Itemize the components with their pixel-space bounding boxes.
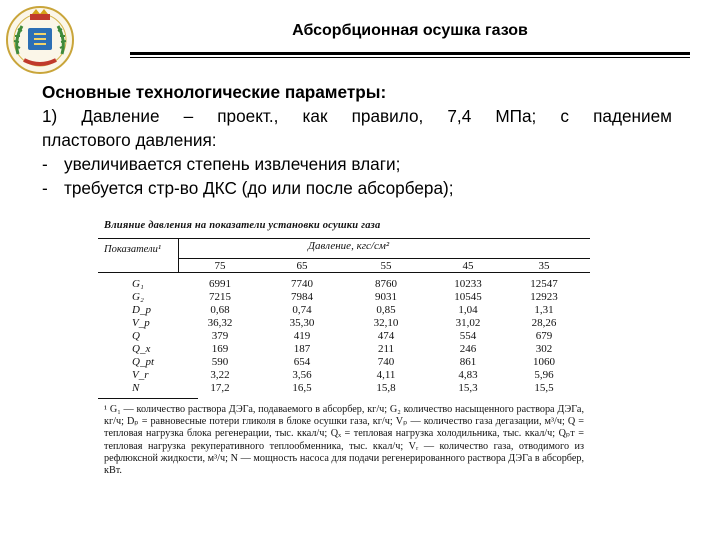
- bullet-marker: -: [42, 154, 48, 174]
- row-label: V_r: [132, 369, 149, 381]
- row-label: Q_pt: [132, 356, 154, 368]
- table-cell: 12923: [530, 291, 558, 303]
- table-rule-columns: [98, 272, 590, 273]
- table-cell: 17,2: [210, 382, 230, 394]
- pressure-column-label: 65: [296, 260, 308, 272]
- footnote-rule: [98, 398, 198, 399]
- row-label: G₂: [132, 291, 144, 303]
- table-cell: 679: [535, 330, 553, 342]
- table-cell: 861: [459, 356, 477, 368]
- table-cell: 32,10: [373, 317, 399, 329]
- slide-body: [42, 80, 672, 200]
- scanned-table-image: [98, 214, 590, 516]
- table-cell: 4,11: [376, 369, 396, 381]
- table-rule-header: [178, 258, 590, 259]
- table-cell: 302: [535, 343, 553, 355]
- table-cell: 28,26: [531, 317, 557, 329]
- pressure-line-continued: пластового давления:: [42, 130, 217, 150]
- title-rule-thin: [130, 57, 690, 58]
- table-cell: 187: [293, 343, 311, 355]
- table-cell: 590: [211, 356, 229, 368]
- table-cell: 15,5: [534, 382, 554, 394]
- table-cell: 6991: [209, 278, 231, 290]
- table-cell: 5,96: [534, 369, 554, 381]
- indicator-column-header: Показатели¹: [104, 244, 162, 255]
- footnote-text: ¹ G₁ — количество раствора ДЭГа, подаваемого в абсорбер, кг/ч; G₂ количество насыщенного раствора ДЭГа, кг/ч; Dₚ = равновесные потери гликоля в блоке осушки газа, кг/ч; Vₚ — количество газа дегазации, м³/ч; Q = тепловая нагрузка блока регенерации, тыс. ккал/ч; Qₓ = тепловая нагрузка холодильника, тыс. ккал/ч; Qₚт = тепловая нагрузка рекуперативного теплообменника, тыс. ккал/ч; Vᵣ — количество газа, отводимого из рефлюксной жидкости, м³/ч; N — мощность насоса для подачи регенерированного раствора ДЭГа в абсорбер, кВт.: [104, 404, 584, 477]
- table-column-divider: [178, 238, 179, 272]
- pressure-line: 1) Давление – проект., как правило, 7,4 МПа; с падением: [42, 106, 672, 126]
- table-cell: 10545: [454, 291, 482, 303]
- pressure-column-label: 75: [214, 260, 226, 272]
- table-cell: 211: [377, 343, 395, 355]
- table-cell: 474: [377, 330, 395, 342]
- table-cell: 35,30: [289, 317, 315, 329]
- bullet-text: требуется стр-во ДКС (до или после абсорбера);: [64, 178, 454, 198]
- table-cell: 740: [377, 356, 395, 368]
- table-cell: 169: [211, 343, 229, 355]
- pressure-column-header: Давление, кгс/см²: [308, 240, 390, 252]
- table-cell: 419: [293, 330, 311, 342]
- title-rule-thick: [130, 52, 690, 55]
- row-label: Q: [132, 330, 140, 342]
- table-cell: 654: [293, 356, 311, 368]
- table-cell: 554: [459, 330, 477, 342]
- table-cell: 0,74: [292, 304, 312, 316]
- table-cell: 8760: [375, 278, 397, 290]
- table-cell: 0,68: [210, 304, 230, 316]
- slide-title: Абсорбционная осушка газов: [292, 22, 528, 39]
- slide-header: [130, 22, 690, 48]
- row-label: D_p: [132, 304, 151, 316]
- table-cell: 1060: [533, 356, 555, 368]
- row-label: Q_x: [132, 343, 151, 355]
- table-cell: 10233: [454, 278, 482, 290]
- row-label: N: [132, 382, 140, 394]
- pressure-column-label: 55: [380, 260, 392, 272]
- table-rule-top: [98, 238, 590, 239]
- table-cell: 7215: [209, 291, 231, 303]
- university-emblem-logo: [4, 4, 76, 76]
- table-cell: 3,56: [292, 369, 312, 381]
- table-cell: 31,02: [455, 317, 481, 329]
- pressure-column-label: 35: [538, 260, 550, 272]
- table-cell: 1,31: [534, 304, 554, 316]
- row-label: V_p: [132, 317, 150, 329]
- table-cell: 1,04: [458, 304, 478, 316]
- row-label: G₁: [132, 278, 144, 290]
- table-cell: 15,3: [458, 382, 478, 394]
- table-cell: 7984: [291, 291, 313, 303]
- table-cell: 0,85: [376, 304, 396, 316]
- table-footnote: [104, 404, 584, 477]
- table-cell: 246: [459, 343, 477, 355]
- table-cell: 4,83: [458, 369, 478, 381]
- pressure-column-label: 45: [462, 260, 474, 272]
- section-heading: Основные технологические параметры:: [42, 82, 387, 102]
- bullet-item: [42, 152, 672, 176]
- table-cell: 12547: [530, 278, 558, 290]
- table-cell: 3,22: [210, 369, 230, 381]
- bullet-marker: -: [42, 178, 48, 198]
- table-cell: 9031: [375, 291, 397, 303]
- table-caption: Влияние давления на показатели установки осушки газа: [104, 220, 381, 231]
- table-cell: 7740: [291, 278, 313, 290]
- table-cell: 15,8: [376, 382, 396, 394]
- bullet-item: [42, 176, 672, 200]
- table-cell: 379: [211, 330, 229, 342]
- table-cell: 16,5: [292, 382, 312, 394]
- table-cell: 36,32: [207, 317, 233, 329]
- bullet-text: увеличивается степень извлечения влаги;: [64, 154, 401, 174]
